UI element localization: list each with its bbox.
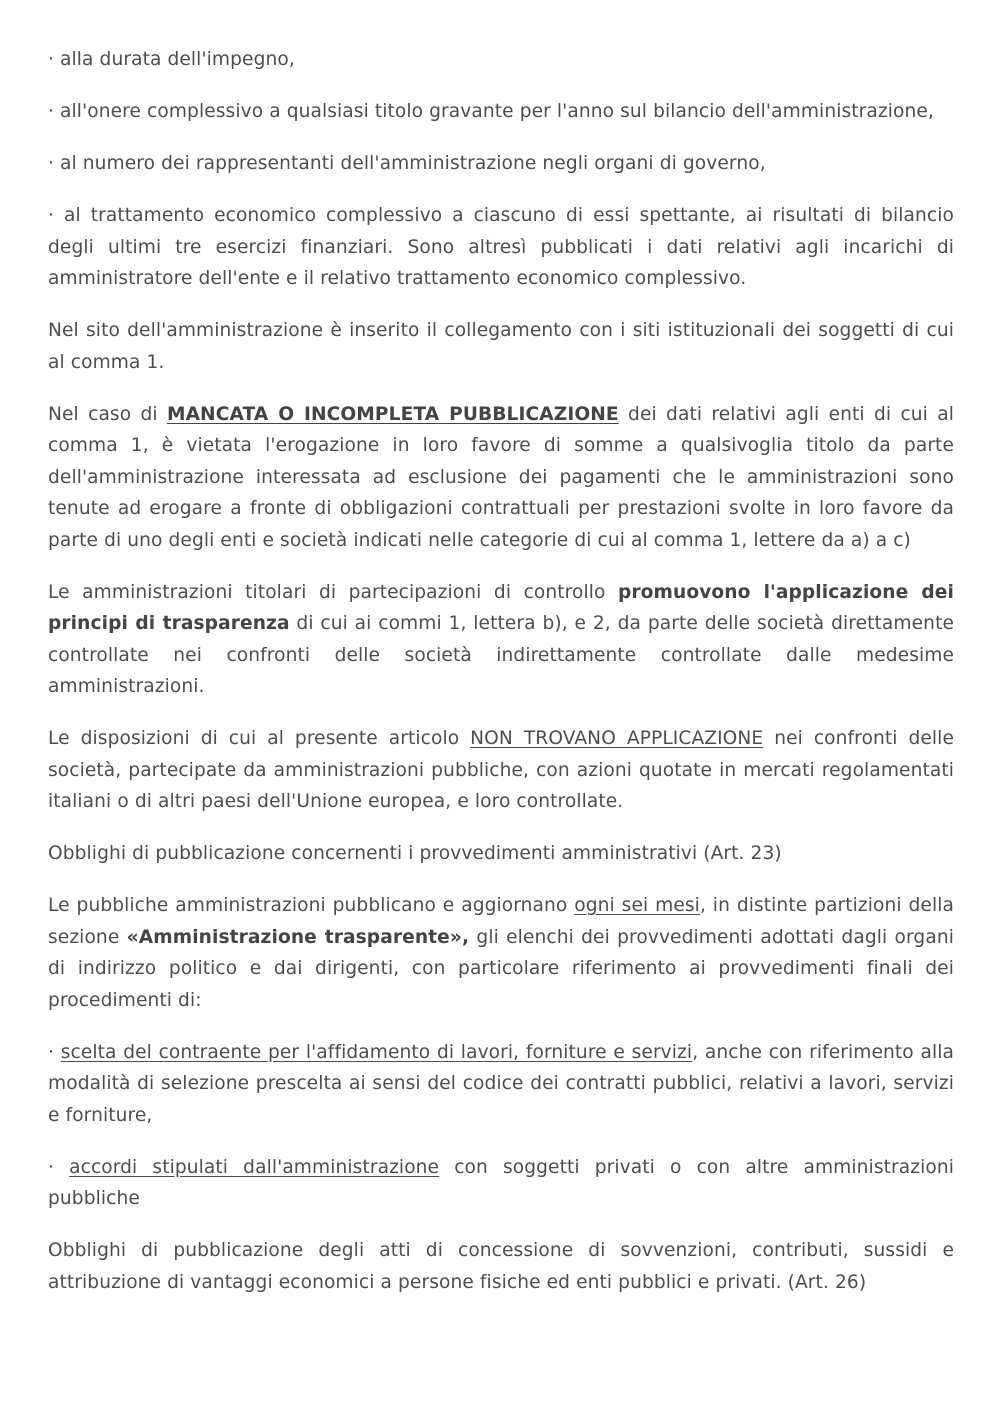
text-span: Le disposizioni di cui al presente articolo: [48, 728, 471, 749]
paragraph-aggiornano: [48, 890, 954, 1016]
text-span: di cui ai commi 1, lettera b), e 2, da parte delle società direttamente controllate nei confronti delle società indirettamente controllate dalle medesime amministrazioni.: [48, 613, 954, 697]
paragraph-non-trovano-applicazione: [48, 723, 954, 818]
text-span: con soggetti privati o con altre amministrazioni pubbliche: [48, 1156, 954, 1209]
paragraph-onere: · all'onere complessivo a qualsiasi titolo gravante per l'anno sul bilancio dell'amministrazione,: [48, 101, 934, 122]
text-span: dei dati relativi agli enti di cui al comma 1, è vietata l'erogazione in loro favore di somme a qualsivoglia titolo da parte dell'amministrazione interessata ad esclusione dei pagamenti che le amministrazioni sono tenute ad erogare a fronte di obbligazioni contrattuali per prestazioni svolte in loro favore da parte di uno degli enti e società indicati nelle categorie di cui al comma 1, lettere da a) a c): [48, 403, 954, 551]
paragraph-rappresentanti: · al numero dei rappresentanti dell'amministrazione negli organi di governo,: [48, 153, 766, 174]
text-span: , in distinte partizioni della sezione: [48, 895, 954, 948]
emphasis-scelta-contraente: scelta del contraente per l'affidamento di lavori, forniture e servizi: [60, 1041, 693, 1063]
text-span: Le pubbliche amministrazioni pubblicano e aggiornano: [48, 895, 575, 916]
text-span: Le amministrazioni titolari di partecipazioni di controllo: [48, 581, 618, 603]
text-span: Nel caso di: [48, 403, 167, 425]
text-span: , anche con riferimento alla modalità di selezione prescelta ai sensi del codice dei contratti pubblici, relativi a lavori, servizi e forniture,: [48, 1041, 954, 1126]
emphasis-accordi-stipulati: accordi stipulati dall'amministrazione: [69, 1156, 440, 1178]
heading-art-26: Obblighi di pubblicazione degli atti di concessione di sovvenzioni, contributi, sussidi e attribuzione di vantaggi economici a persone fisiche ed enti pubblici e privati. (Art. 26): [48, 1240, 954, 1293]
emphasis-non-trovano-applicazione: NON TROVANO APPLICAZIONE: [470, 728, 764, 749]
text-span: ·: [48, 1156, 70, 1178]
paragraph-scelta-contraente: [48, 1037, 954, 1132]
paragraph-collegamento: Nel sito dell'amministrazione è inserito il collegamento con i siti istituzionali dei soggetti di cui al comma 1.: [48, 320, 954, 373]
emphasis-amministrazione-trasparente: «Amministrazione trasparente»,: [126, 926, 470, 948]
paragraph-durata: · alla durata dell'impegno,: [48, 49, 295, 70]
paragraph-accordi: [48, 1152, 954, 1215]
paragraph-principi-trasparenza: [48, 577, 954, 703]
paragraph-trattamento: · al trattamento economico complessivo a ciascuno di essi spettante, ai risultati di bilancio degli ultimi tre esercizi finanziari. Sono altresì pubblicati i dati relativi agli incarichi di amministratore dell'ente e il relativo trattamento economico complessivo.: [48, 205, 954, 289]
text-span: nei confronti delle società, partecipate da amministrazioni pubbliche, con azioni quotate in mercati regolamentati italiani o di altri paesi dell'Unione europea, e loro controllate.: [48, 728, 954, 812]
paragraph-mancata-pubblicazione: [48, 399, 954, 557]
heading-art-23: Obblighi di pubblicazione concernenti i provvedimenti amministrativi (Art. 23): [48, 843, 782, 864]
text-span: gli elenchi dei provvedimenti adottati dagli organi di indirizzo politico e dai dirigenti, con particolare riferimento ai provvedimenti finali dei procedimenti di:: [48, 926, 954, 1011]
emphasis-principi-trasparenza: promuovono l'applicazione dei principi di trasparenza: [48, 581, 954, 634]
emphasis-mancata-pubblicazione: MANCATA O INCOMPLETA PUBBLICAZIONE: [166, 403, 619, 425]
text-span: ·: [48, 1041, 61, 1063]
emphasis-ogni-sei-mesi: ogni sei mesi: [574, 895, 700, 916]
document-body: [48, 44, 954, 1319]
